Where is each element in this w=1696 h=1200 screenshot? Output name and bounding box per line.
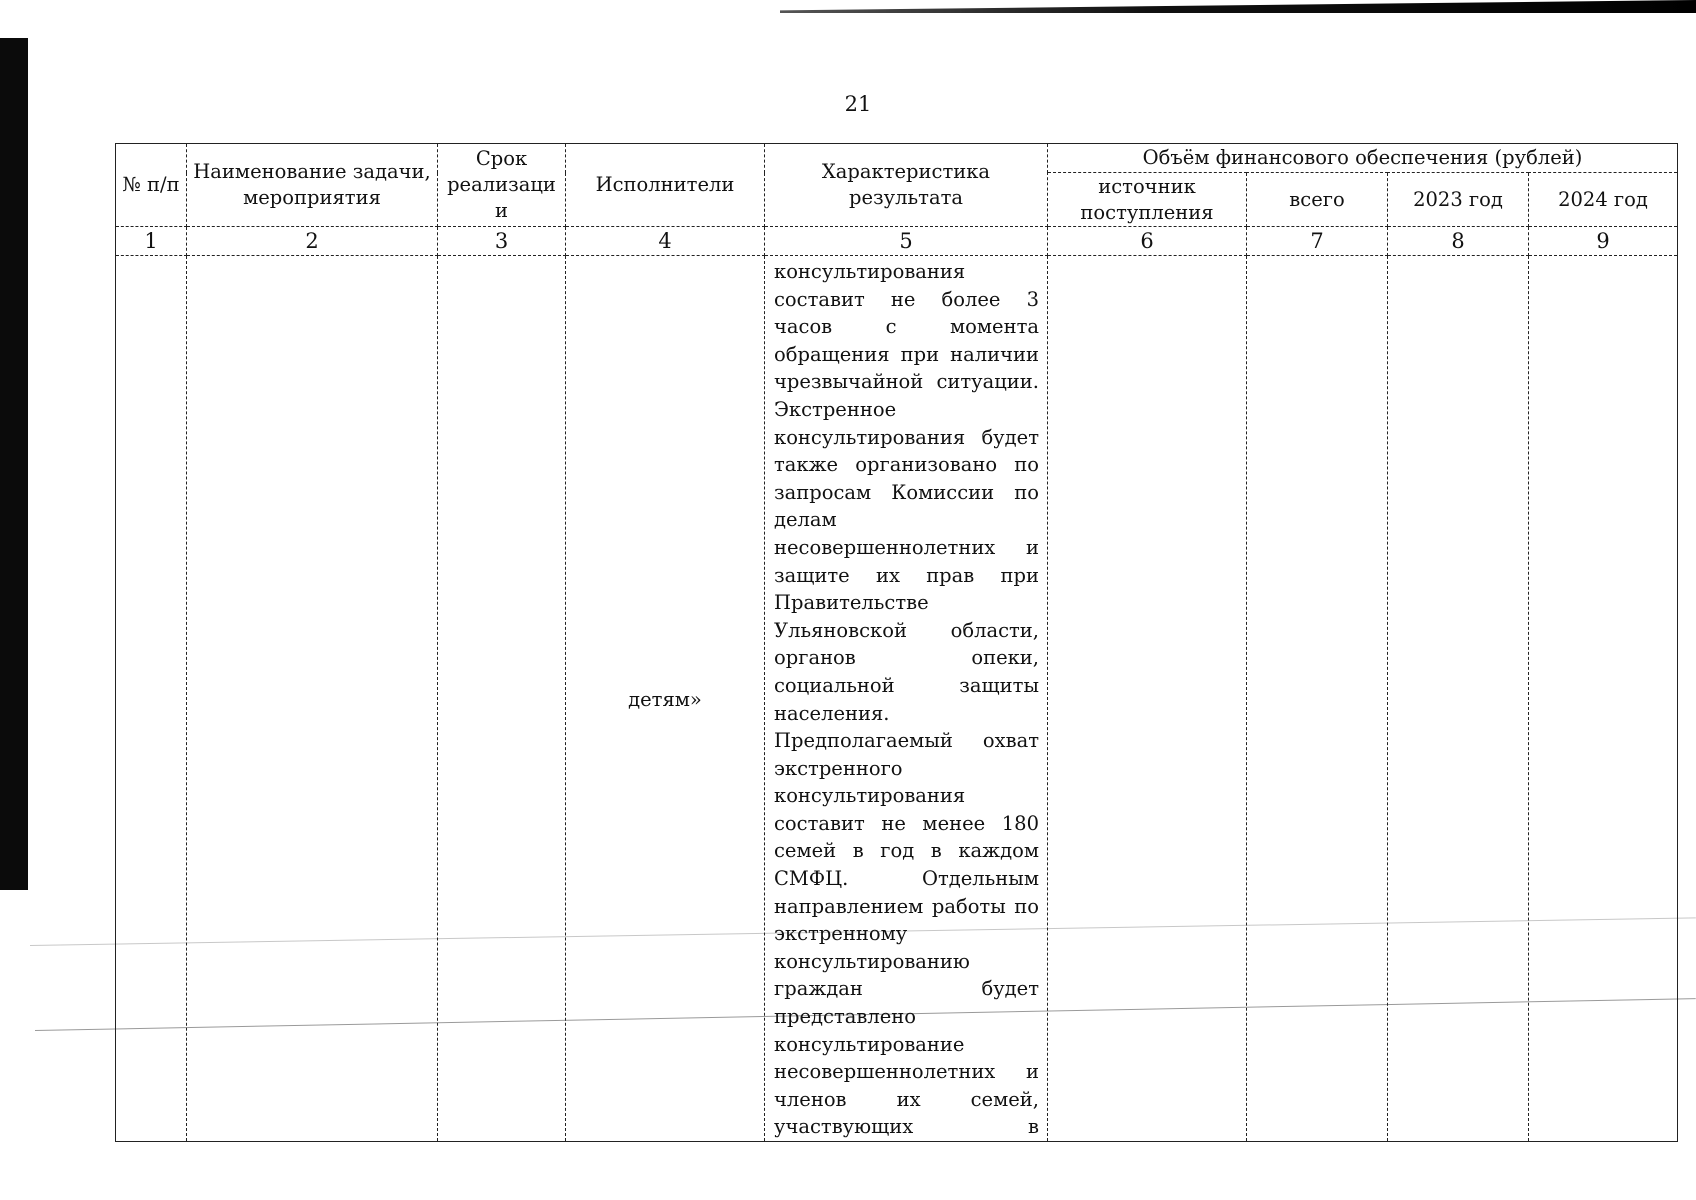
header-number: № п/п: [116, 144, 187, 227]
column-number: 7: [1247, 227, 1388, 256]
column-number: 4: [566, 227, 765, 256]
column-number: 3: [438, 227, 566, 256]
cell-executors: [566, 256, 765, 1142]
header-row: [116, 144, 1678, 173]
result-line: Экстренное: [774, 397, 897, 421]
page-number: 21: [844, 92, 872, 116]
result-line: населения.: [774, 701, 890, 725]
column-number: 9: [1529, 227, 1678, 256]
result-line: семей в год в каждом: [774, 839, 1039, 863]
column-number: 6: [1048, 227, 1247, 256]
header-result: Характеристика результата: [765, 144, 1048, 227]
result-line: граждан будет: [774, 977, 1039, 1001]
result-line: консультирования: [774, 784, 966, 808]
executors-text: детям»: [628, 687, 702, 711]
result-line: составит не менее 180: [774, 811, 1039, 835]
cell-task-name: [187, 256, 438, 1142]
result-line: делам: [774, 508, 837, 532]
header-funding-group: Объём финансового обеспечения (рублей): [1048, 144, 1678, 173]
result-line: также организовано по: [774, 453, 1039, 477]
column-number: 1: [116, 227, 187, 256]
column-number: 5: [765, 227, 1048, 256]
result-line: СМФЦ. Отдельным: [774, 867, 1039, 891]
column-number: 2: [187, 227, 438, 256]
result-line: консультирование: [774, 1032, 965, 1056]
cell-2023: [1388, 256, 1529, 1142]
header-2023: 2023 год: [1388, 173, 1529, 227]
cell-total: [1247, 256, 1388, 1142]
result-line: экстренного: [774, 756, 903, 780]
result-line: консультированию: [774, 949, 970, 973]
result-line: обращения при наличии: [774, 342, 1039, 366]
result-line: запросам Комиссии по: [774, 480, 1039, 504]
result-line: участвующих в: [774, 1115, 1039, 1139]
result-line: Предполагаемый охват: [774, 729, 1039, 753]
header-2024: 2024 год: [1529, 173, 1678, 227]
cell-period: [438, 256, 566, 1142]
cell-number: [116, 256, 187, 1142]
cell-result: [765, 256, 1048, 1142]
result-line: направлением работы по: [774, 894, 1039, 918]
result-line: членов их семей,: [774, 1087, 1039, 1111]
result-line: Ульяновской области,: [774, 618, 1039, 642]
table-row: [116, 256, 1678, 1142]
header-total: всего: [1247, 173, 1388, 227]
result-line: несовершеннолетних и: [774, 1060, 1039, 1084]
result-line: экстренному: [774, 922, 908, 946]
plan-table: [115, 143, 1678, 1142]
cell-2024: [1529, 256, 1678, 1142]
scan-shadow-left: [0, 38, 28, 890]
result-line: несовершеннолетних и: [774, 535, 1039, 559]
result-line: чрезвычайной ситуации.: [774, 370, 1039, 394]
result-text: [765, 256, 1047, 1141]
column-number-row: [116, 227, 1678, 256]
header-task-name: Наименование задачи, мероприятия: [187, 144, 438, 227]
cell-source: [1048, 256, 1247, 1142]
header-period: Срок реализаци и: [438, 144, 566, 227]
result-line: составит не более 3: [774, 287, 1039, 311]
header-source: источник поступления: [1048, 173, 1247, 227]
result-line: консультирования: [774, 260, 966, 283]
column-number: 8: [1388, 227, 1529, 256]
header-executors: Исполнители: [566, 144, 765, 227]
result-line: социальной защиты: [774, 673, 1039, 697]
scan-shadow-top: [780, 0, 1696, 13]
result-line: часов с момента: [774, 315, 1039, 339]
result-line: представлено: [774, 1005, 917, 1029]
result-line: Правительстве: [774, 591, 929, 615]
result-line: консультирования будет: [774, 425, 1039, 449]
result-line: защите их прав при: [774, 563, 1039, 587]
result-line: органов опеки,: [774, 646, 1039, 670]
